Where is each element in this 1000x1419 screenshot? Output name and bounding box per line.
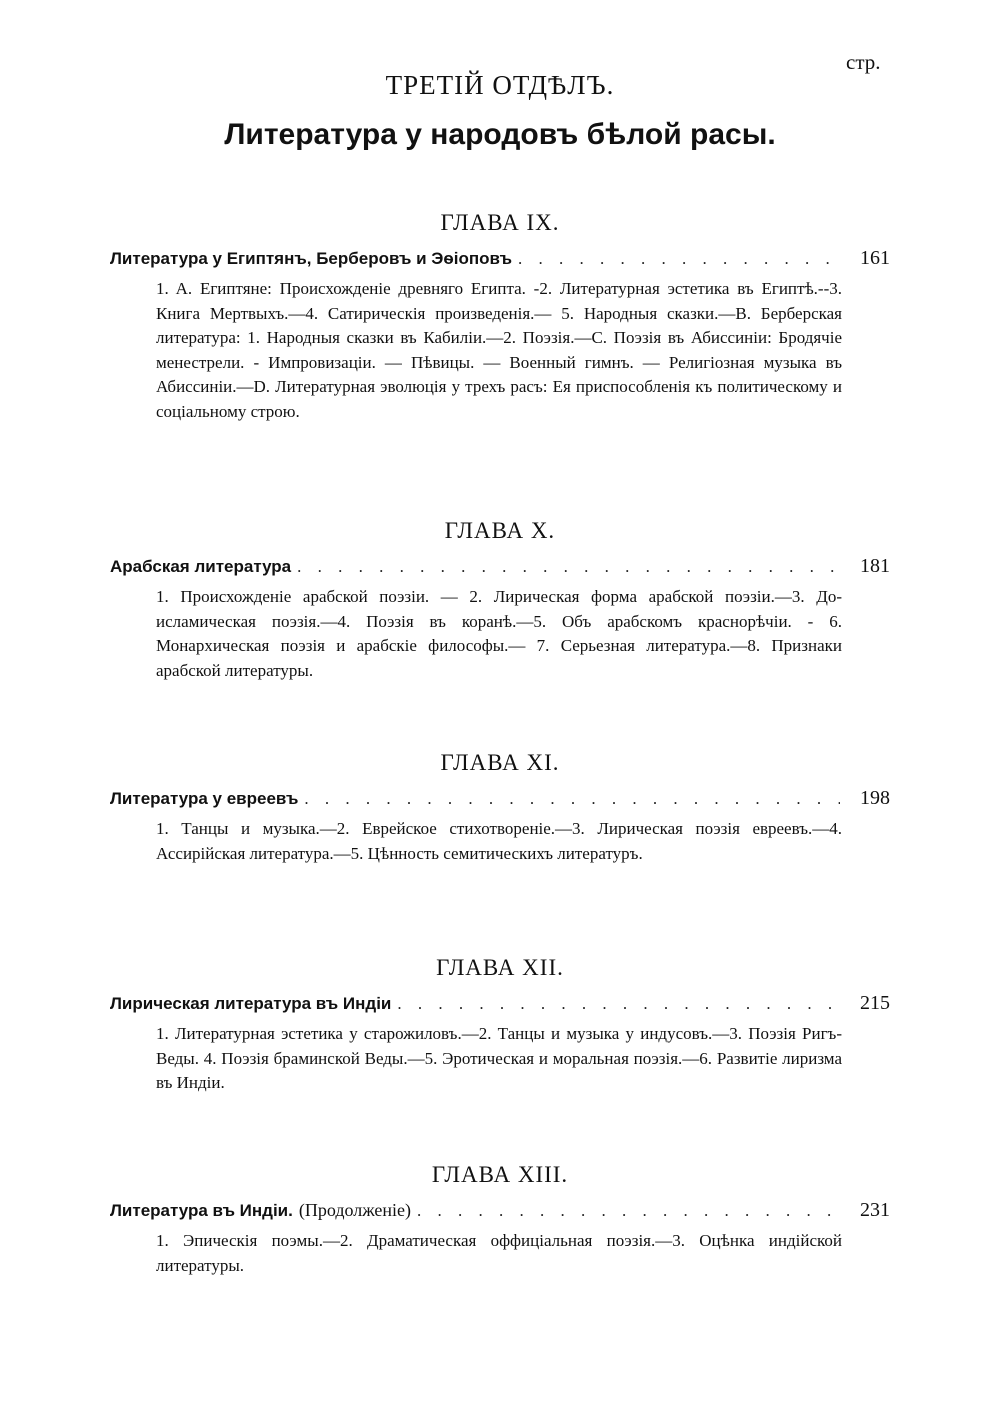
toc-entry[interactable] bbox=[110, 992, 890, 1022]
dot-leader bbox=[304, 789, 840, 809]
entry-title: Литература у евреевъ bbox=[110, 789, 299, 808]
chapter-description: 1. Танцы и музыка.—2. Еврейское стихотвореніе.—3. Лирическая поэзія евреевъ.—4. Ассирійская литература.—5. Цѣнность семитическихъ литературъ. bbox=[156, 819, 842, 863]
section-title: ТРЕТІЙ ОТДѢЛЪ. bbox=[385, 70, 615, 100]
page-number: 181 bbox=[860, 555, 890, 577]
chapter-10 bbox=[110, 515, 890, 683]
chapter-description: 1. Происхожденіе арабской поэзіи. — 2. Лирическая форма арабской поэзіи.—3. До-исламическая поэзія.—4. Поэзія въ коранѣ.—5. Объ арабскомъ краснорѣчіи. - 6. Монархическая поэзія и арабскіе философы.— 7. Серьезная литература.—8. Признаки арабской литературы. bbox=[156, 587, 842, 680]
dot-leader bbox=[397, 994, 840, 1014]
chapter-13 bbox=[110, 1159, 890, 1278]
chapter-heading: ГЛАВА X. bbox=[444, 518, 556, 543]
dot-leader bbox=[297, 557, 840, 577]
toc-entry[interactable] bbox=[110, 1199, 890, 1229]
chapter-11 bbox=[110, 747, 890, 866]
page-number: 231 bbox=[860, 1199, 890, 1221]
toc-entry[interactable] bbox=[110, 555, 890, 585]
entry-title: Литература у Египтянъ, Берберовъ и Эѳіоповъ bbox=[110, 249, 512, 268]
entry-title: Арабская литература bbox=[110, 557, 292, 576]
chapter-heading: ГЛАВА XIII. bbox=[431, 1162, 569, 1187]
page-number: 215 bbox=[860, 992, 890, 1014]
page-number: 198 bbox=[860, 787, 890, 809]
chapter-heading: ГЛАВА XII. bbox=[436, 955, 564, 980]
chapter-heading: ГЛАВА XI. bbox=[440, 750, 560, 775]
page-column-label: стр. bbox=[846, 50, 881, 74]
entry-subtitle: (Продолженіе) bbox=[298, 1200, 412, 1220]
chapter-description: 1. Литературная эстетика у старожиловъ.—2. Танцы и музыка у индусовъ.—3. Поэзія Ригъ-Веды. 4. Поэзія браминской Веды.—5. Эротическая и моральная поэзія.—6. Развитіе лиризма въ Индіи. bbox=[156, 1024, 842, 1092]
page-number: 161 bbox=[860, 247, 890, 269]
dot-leader bbox=[518, 249, 840, 269]
chapter-description: 1. Эпическія поэмы.—2. Драматическая оффиціальная поэзія.—3. Оцѣнка индійской литературы. bbox=[156, 1231, 842, 1275]
chapter-9 bbox=[110, 207, 890, 424]
chapter-heading: ГЛАВА IX. bbox=[440, 210, 560, 235]
chapter-12 bbox=[110, 952, 890, 1096]
toc-entry[interactable] bbox=[110, 787, 890, 817]
chapter-description: 1. A. Египтяне: Происхожденіе древняго Египта. -2. Литературная эстетика въ Египтѣ.--3. Книга Мертвыхъ.—4. Сатирическія произведенія.— 5. Народныя сказки.—В. Берберская литература: 1. Народныя сказки въ Кабиліи.—2. Поэзія.—С. Поэзія въ Абиссиніи: Бродячіе менестрели. - Импровизаціи. — Пѣвицы. — Военный гимнъ. — Религіозная музыка въ Абиссиніи.—D. Литературная эволюція у трехъ расъ: Ея приспособленія къ политическому и соціальному строю. bbox=[156, 279, 842, 421]
section-subtitle: Литература у народовъ бѣлой расы. bbox=[224, 118, 776, 151]
dot-leader bbox=[417, 1201, 840, 1221]
entry-title: Литература въ Индіи. bbox=[110, 1201, 293, 1220]
toc-entry[interactable] bbox=[110, 247, 890, 277]
entry-title: Лирическая литература въ Индіи bbox=[110, 994, 392, 1013]
